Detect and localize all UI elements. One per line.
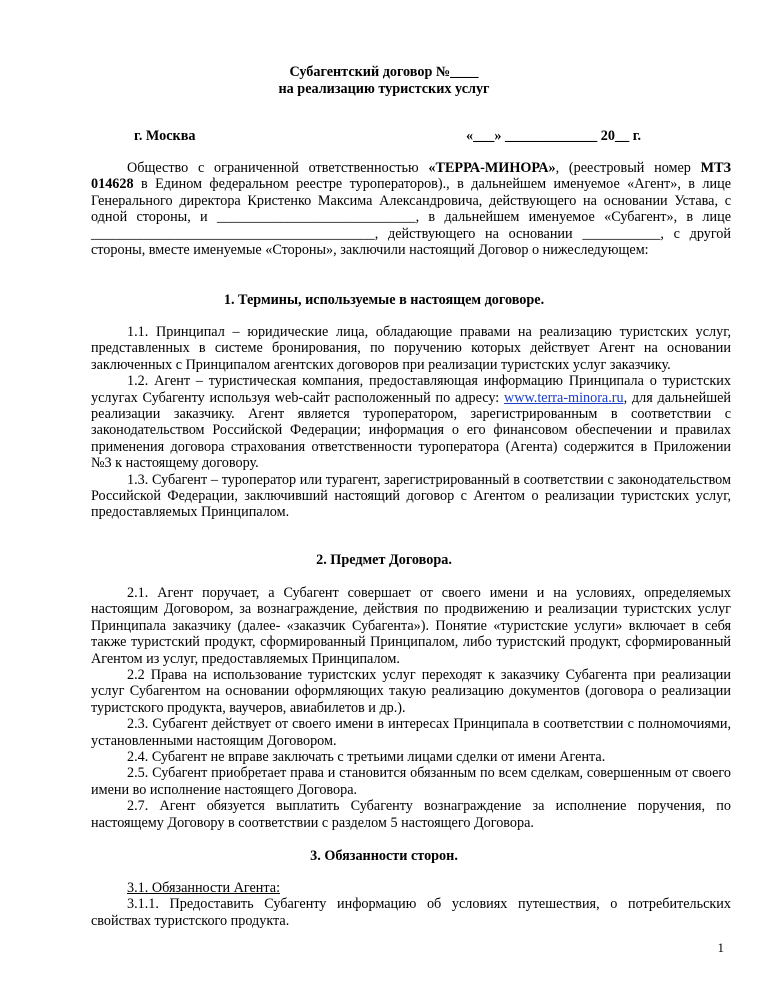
clause-1-2-text-a: 1.2. Агент – туристическая компания, предоставляющая информацию Принципала о туристских услугах Субагенту используя web-сайт расположенный по адресу: <box>91 373 731 406</box>
section-2-body <box>91 585 731 831</box>
clause-1-3: 1.3. Субагент – туроператор или турагент, зарегистрированный в соответствии с законодательством Российской Федерации, заключивший настоящий договор с Агентом о реализации туристских услуг, предоставляемых Принципалом. <box>91 471 731 521</box>
section-3-body <box>91 880 731 929</box>
registry-number: МТЗ 014628 <box>91 160 732 193</box>
intro-text-c: в Едином федеральном реестре туроператоров)., в дальнейшем именуемое «Агент», в лице Генерального директора Кристенко Максима Александровича, действующего на основании Устава, с одной стороны, и ____________________________, в дальнейшем именуемое «Субагент», в лице ________________________________________, действующего на основании ___________, с другой стороны, вместе именуемые «Стороны», заключили настоящий Договор о нижеследующем: <box>91 176 731 259</box>
clause-2-3: 2.3. Субагент действует от своего имени в интересах Принципала в соответствии с полномочиями, установленными настоящим Договором. <box>91 716 731 749</box>
clause-3-1-heading: 3.1. Обязанности Агента: <box>127 880 281 896</box>
clause-2-7: 2.7. Агент обязуется выплатить Субагенту вознаграждение за исполнение поручения, по настоящему Договору в соответствии с разделом 5 настоящего Договора. <box>91 798 731 831</box>
company-name: «ТЕРРА-МИНОРА» <box>428 160 556 176</box>
clause-3-1-1: 3.1.1. Предоставить Субагенту информацию об условиях путешествия, о потребительских свойствах туристского продукта. <box>91 896 731 929</box>
title-line-2: на реализацию туристских услуг <box>278 81 490 97</box>
intro-paragraph <box>91 160 731 258</box>
section-1-heading: 1. Термины, используемые в настоящем договоре. <box>223 292 545 308</box>
clause-1-2-text-b: , для дальнейшей реализации заказчику. Агент является туроператором, зарегистрированным в соответствии с законодательством Российской Федерации; информация о его финансовом обеспечении и правилах применения договора страхования ответственности туроператора (Агента) содержится в Приложении №3 к настоящему договору. <box>91 389 732 472</box>
clause-2-1: 2.1. Агент поручает, а Субагент совершает от своего имени и на условиях, определяемых настоящим Договором, за вознаграждение, действия по продвижению и реализации туристских услуг Принципала заказчику (далее- «заказчик Субагента»). Понятие «туристские услуги» включает в себя также туристский продукт, сформированный Принципалом, либо туристский продукт, сформированный Агентом из услуг, предоставляемых Принципалом. <box>91 585 731 667</box>
section-2-heading: 2. Предмет Договора. <box>316 552 452 568</box>
city: г. Москва <box>134 128 196 144</box>
clause-2-4: 2.4. Субагент не вправе заключать с третьими лицами сделки от имени Агента. <box>127 749 606 766</box>
page-number: 1 <box>717 940 724 955</box>
clause-1-1: 1.1. Принципал – юридические лица, обладающие правами на реализацию туристских услуг, представленных в системе бронирования, по поручению которых действует Агент на основании заключенных с Принципалом агентских договоров при реализации туристских услуг заказчику. <box>91 324 731 373</box>
intro-text-b: , (реестровый номер <box>555 160 701 176</box>
clause-2-2: 2.2 Права на использование туристских услуг переходят к заказчику Субагента при реализации услуг Субагентом на основании оформляющих такую реализацию документов (договора о реализации туристского продукта, ваучеров, авиабилетов и др.). <box>91 667 731 716</box>
section-1-body <box>91 324 731 521</box>
document-title <box>0 64 768 98</box>
section-3-heading: 3. Обязанности сторон. <box>310 848 458 864</box>
agent-website-link[interactable]: www.terra-minora.ru <box>503 389 624 406</box>
title-line-1: Субагентский договор №____ <box>289 64 479 80</box>
intro-text-a: Общество с ограниченной ответственностью <box>127 160 429 176</box>
clause-2-5: 2.5. Субагент приобретает права и становится обязанным по всем сделкам, совершенным от своего имени во исполнение настоящего Договора. <box>91 765 731 798</box>
clause-1-2 <box>91 373 731 471</box>
contract-date: «___» _____________ 20__ г. <box>466 128 642 144</box>
